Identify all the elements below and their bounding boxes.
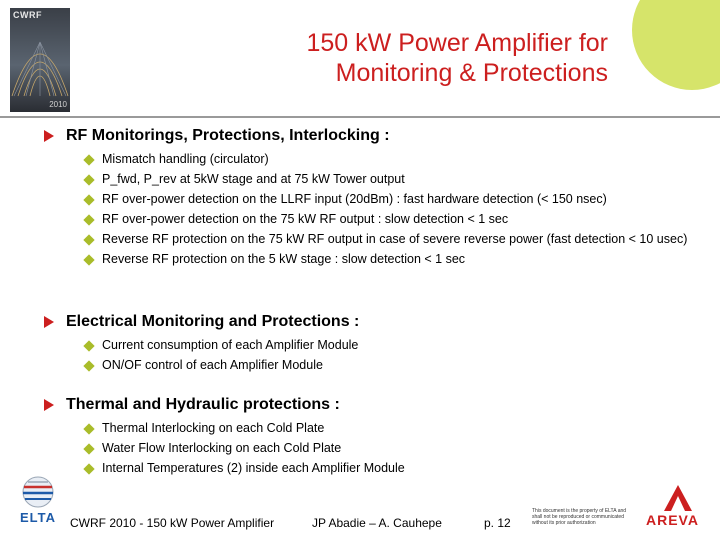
list-item: Water Flow Interlocking on each Cold Plate [84,441,702,456]
page-number: p. 12 [484,516,511,530]
slide-title-line-1: 150 kW Power Amplifier for [306,29,608,57]
section-heading: Thermal and Hydraulic protections : [44,395,702,415]
section-electrical-monitoring [44,312,702,378]
cover-title: CWRF [13,10,42,20]
footer-property-notice: This document is the property of ELTA and shall not be reproduced or communicated without its prior authorization [532,508,627,526]
list-item: Thermal Interlocking on each Cold Plate [84,421,702,436]
diamond-bullet-icon [83,443,94,454]
slide-title-line-2: Monitoring & Protections [335,59,608,87]
section-heading: RF Monitorings, Protections, Interlocking : [44,126,702,146]
section-rf-monitoring [44,126,702,272]
elta-globe-icon [18,474,58,510]
diamond-bullet-icon [83,234,94,245]
triangle-bullet-icon [44,399,54,411]
diamond-bullet-icon [83,423,94,434]
cover-year: 2010 [49,100,67,109]
triangle-bullet-icon [44,130,54,142]
title-divider [0,116,720,118]
diamond-bullet-icon [83,194,94,205]
list-item: RF over-power detection on the 75 kW RF output : slow detection < 1 sec [84,212,702,227]
diamond-bullet-icon [83,360,94,371]
footer-authors: JP Abadie – A. Cauhepe [312,516,442,530]
conference-cover-image [10,8,70,112]
areva-wordmark: AREVA [646,512,699,528]
diamond-bullet-icon [83,174,94,185]
diamond-bullet-icon [83,214,94,225]
diamond-bullet-icon [83,154,94,165]
list-item: RF over-power detection on the LLRF input (20dBm) : fast hardware detection (< 150 nsec) [84,192,702,207]
section-thermal-hydraulic [44,395,702,481]
bullet-list [84,152,702,267]
list-item: Reverse RF protection on the 75 kW RF output in case of severe reverse power (fast detection < 10 usec) [84,232,702,247]
elta-wordmark: ELTA [20,510,57,525]
list-item: P_fwd, P_rev at 5kW stage and at 75 kW Tower output [84,172,702,187]
areva-a-icon [658,484,698,512]
areva-logo [640,484,710,528]
list-item: Internal Temperatures (2) inside each Amplifier Module [84,461,702,476]
diamond-bullet-icon [83,463,94,474]
list-item: Reverse RF protection on the 5 kW stage : slow detection < 1 sec [84,252,702,267]
footer-event: CWRF 2010 - 150 kW Power Amplifier [70,516,275,530]
bullet-list [84,421,702,476]
list-item: ON/OF control of each Amplifier Module [84,358,702,373]
diamond-bullet-icon [83,254,94,265]
decorative-circle [632,0,720,90]
elta-logo [18,474,62,526]
section-heading: Electrical Monitoring and Protections : [44,312,702,332]
slide-title [160,28,608,88]
list-item: Mismatch handling (circulator) [84,152,702,167]
triangle-bullet-icon [44,316,54,328]
diamond-bullet-icon [83,340,94,351]
list-item: Current consumption of each Amplifier Module [84,338,702,353]
cover-art [10,22,70,100]
bullet-list [84,338,702,373]
